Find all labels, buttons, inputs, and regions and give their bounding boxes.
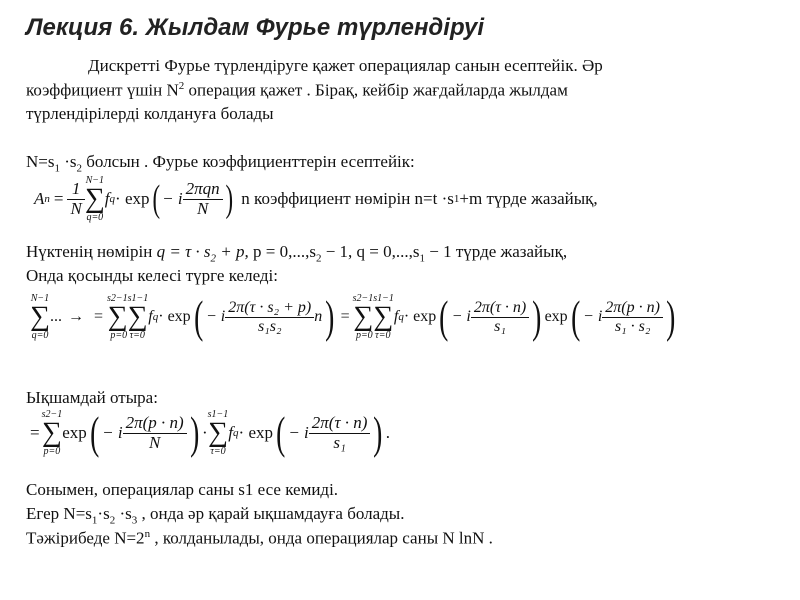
f2-frac1-num: 2π(τ · s₂ + p) bbox=[225, 299, 314, 318]
f2-frac2 bbox=[471, 299, 529, 335]
f3-frac2-num: 2π(τ · n) bbox=[309, 414, 371, 434]
f2-frac3-den: s₁ · s₂ bbox=[614, 317, 651, 335]
left-paren-icon: ( bbox=[276, 407, 286, 459]
c3a: Тәжірибеде N=2 bbox=[26, 528, 145, 548]
right-paren-icon: ) bbox=[532, 291, 542, 343]
c2-s3: 3 bbox=[131, 514, 138, 527]
f1-trailing-s1: 1 bbox=[453, 193, 460, 206]
f1-term-sub: q bbox=[109, 193, 116, 206]
f2-sum2-top: s2−1s1−1 bbox=[107, 293, 149, 304]
intro-line-2-sup: 2 bbox=[178, 80, 185, 92]
n-def-s1: 1 bbox=[54, 162, 60, 175]
f2-exp-3: exp bbox=[544, 308, 568, 326]
pn-math-sub: 2 bbox=[210, 252, 217, 265]
f2-frac3 bbox=[602, 299, 663, 335]
simplify-label: Ықшамдай отыра: bbox=[26, 388, 158, 407]
f2-term: f bbox=[148, 308, 153, 326]
c2b: ·s bbox=[97, 504, 110, 523]
f3-minus-i-2: − i bbox=[288, 423, 309, 443]
f2-minus-i-3: − i bbox=[583, 308, 603, 326]
f3-dot: · bbox=[201, 423, 208, 443]
f2-term-2: f bbox=[393, 308, 399, 326]
right-paren-icon: ) bbox=[189, 407, 199, 459]
f1-minus-i: − i bbox=[162, 189, 183, 209]
pn-tail: түрде жазайық, bbox=[451, 242, 568, 261]
f2-dots: ... bbox=[49, 308, 62, 326]
f2-double-sum-2 bbox=[353, 294, 394, 341]
f2-term-sub: q bbox=[152, 311, 159, 324]
c2c: ·s bbox=[115, 504, 132, 523]
intro-line-2 bbox=[26, 80, 568, 101]
right-paren-icon: ) bbox=[325, 291, 335, 343]
f3-exp2: · exp bbox=[238, 423, 273, 443]
sigma-icon: ∑ bbox=[41, 417, 62, 448]
c3b: , колданылады, онда операциялар саны N lnN . bbox=[150, 528, 493, 548]
pn-range-rest2: − 1 bbox=[425, 242, 452, 261]
f1-lhs: A bbox=[34, 189, 45, 209]
conclusion-line-2 bbox=[26, 504, 404, 526]
f3-end: . bbox=[385, 423, 391, 443]
f3-frac1-num: 2π(p · n) bbox=[123, 414, 187, 434]
f1-sum-top: N−1 bbox=[85, 175, 105, 186]
f1-frac-den: N bbox=[196, 198, 209, 218]
right-paren-icon: ) bbox=[225, 178, 233, 221]
f1-sum bbox=[85, 176, 105, 223]
n-def-s2: 2 bbox=[76, 162, 83, 175]
left-paren-icon: ( bbox=[439, 291, 449, 343]
f2-minus-i-2: − i bbox=[451, 308, 471, 326]
f2-frac2-num: 2π(τ · n) bbox=[471, 299, 529, 318]
f1-frac bbox=[183, 180, 223, 218]
n-def-a: N=s bbox=[26, 152, 55, 171]
f3-frac2-den: s₁ bbox=[333, 432, 346, 452]
f3-frac1 bbox=[123, 414, 187, 452]
n-definition bbox=[26, 152, 415, 174]
conclusion-line-1: Сонымен, операциялар саны s1 есе кемиді. bbox=[26, 480, 339, 499]
f3-term-sub: q bbox=[233, 427, 239, 440]
n-def-b: ·s bbox=[59, 152, 77, 171]
formula-fourier-coefficient bbox=[34, 176, 598, 223]
f2-arrow: → bbox=[67, 308, 84, 326]
f2-frac2-den: s₁ bbox=[494, 317, 506, 335]
f1-sum-bot: q=0 bbox=[86, 211, 104, 223]
right-paren-icon: ) bbox=[666, 291, 676, 343]
c2a: Егер N=s bbox=[26, 504, 92, 523]
f3-sum1 bbox=[42, 410, 63, 457]
pn-range: p = 0,...,s bbox=[248, 242, 316, 261]
f3-sum2-top: s1−1 bbox=[207, 409, 229, 420]
f3-eq: = bbox=[30, 423, 40, 443]
f3-exp: exp bbox=[62, 423, 87, 443]
double-sigma-icon: ∑∑ bbox=[107, 301, 148, 332]
f2-sum-bot: q=0 bbox=[31, 329, 49, 341]
intro-line-1: Дискретті Фурье түрлендіруге қажет операциялар санын есептейік. Әр bbox=[88, 56, 603, 75]
f2-sum-top: N−1 bbox=[30, 293, 50, 304]
f1-coef-den: N bbox=[70, 198, 82, 218]
intro-line-2a: коэффициент үшін N bbox=[26, 80, 179, 100]
point-number-line bbox=[26, 242, 567, 264]
pn-range-sub: 2 bbox=[315, 252, 322, 265]
f1-coef bbox=[67, 180, 84, 218]
f1-coef-num: 1 bbox=[67, 180, 84, 200]
left-paren-icon: ( bbox=[152, 178, 160, 221]
conclusion-line-3 bbox=[26, 528, 493, 549]
double-sigma-icon: ∑∑ bbox=[353, 301, 394, 332]
sigma-icon: ∑ bbox=[30, 301, 50, 332]
f1-trailing-end: +m түрде жазайық, bbox=[459, 189, 598, 209]
f2-term-sub-2: q bbox=[398, 311, 404, 324]
f2-sum2-bot: p=0 τ=0 bbox=[110, 329, 145, 341]
lecture-title: Лекция 6. Жылдам Фурье түрлендіруі bbox=[26, 14, 484, 41]
f2-exp: · exp bbox=[158, 308, 191, 326]
f2-n: n bbox=[314, 308, 323, 326]
f1-exp: · exp bbox=[115, 189, 150, 209]
pn-range-rest: − 1, q = 0,...,s bbox=[321, 242, 420, 261]
f2-sum bbox=[30, 294, 50, 341]
intro-line-2b: операция қажет . Бірақ, кейбір жағдайларда жылдам bbox=[184, 80, 568, 100]
f2-sum3-top: s2−1s1−1 bbox=[352, 293, 394, 304]
pn-math-rest: + p, bbox=[216, 242, 249, 261]
f2-frac1 bbox=[225, 299, 314, 335]
f2-minus-i: − i bbox=[206, 308, 226, 326]
formula-simplified bbox=[30, 407, 391, 459]
f1-lhs-sub: n bbox=[44, 193, 50, 206]
f3-sum1-top: s2−1 bbox=[41, 409, 63, 420]
left-paren-icon: ( bbox=[193, 291, 203, 343]
f3-term: f bbox=[228, 423, 234, 443]
f3-minus-i: − i bbox=[102, 423, 123, 443]
pn-label: Нүктенің нөмірін bbox=[26, 242, 157, 261]
pn-math: q = τ · s bbox=[156, 242, 211, 261]
f1-trailing: n коэффициент нөмірін n=t ·s bbox=[241, 189, 454, 209]
f3-sum2 bbox=[208, 410, 229, 457]
f2-double-sum bbox=[107, 294, 148, 341]
pn-range-sub2: 1 bbox=[419, 252, 426, 265]
f3-frac2 bbox=[309, 414, 371, 452]
f3-frac1-den: N bbox=[148, 432, 161, 452]
f1-frac-num: 2πqn bbox=[183, 180, 223, 200]
c2-s1: 1 bbox=[91, 514, 98, 527]
sigma-icon: ∑ bbox=[207, 417, 228, 448]
f3-sum2-bot: τ=0 bbox=[210, 445, 226, 457]
sigma-icon: ∑ bbox=[84, 183, 105, 214]
f2-eq-2: = bbox=[340, 308, 350, 326]
f3-sum1-bot: p=0 bbox=[43, 445, 61, 457]
intro-line-3: түрлендірілерді колдануға болады bbox=[26, 104, 274, 123]
c3-sup: n bbox=[144, 528, 151, 540]
n-def-c: болсын . Фурье коэффициенттерін есептейік: bbox=[82, 152, 415, 171]
formula-sum-transform bbox=[30, 291, 678, 343]
f2-eq: = bbox=[93, 308, 103, 326]
c2-s2: 2 bbox=[109, 514, 116, 527]
f2-exp-2: · exp bbox=[403, 308, 437, 326]
f1-term: f bbox=[104, 189, 110, 209]
f1-eq: = bbox=[53, 189, 64, 209]
f2-sum3-bot: p=0 τ=0 bbox=[355, 329, 391, 341]
left-paren-icon: ( bbox=[89, 407, 100, 459]
c2d: , онда әр қарай ықшамдауға болады. bbox=[137, 504, 405, 523]
left-paren-icon: ( bbox=[570, 291, 580, 343]
f2-frac1-den: s₁s₂ bbox=[257, 317, 282, 335]
right-paren-icon: ) bbox=[373, 407, 383, 459]
f2-frac3-num: 2π(p · n) bbox=[602, 299, 663, 318]
next-line: Онда қосынды келесі түрге келеді: bbox=[26, 266, 278, 285]
